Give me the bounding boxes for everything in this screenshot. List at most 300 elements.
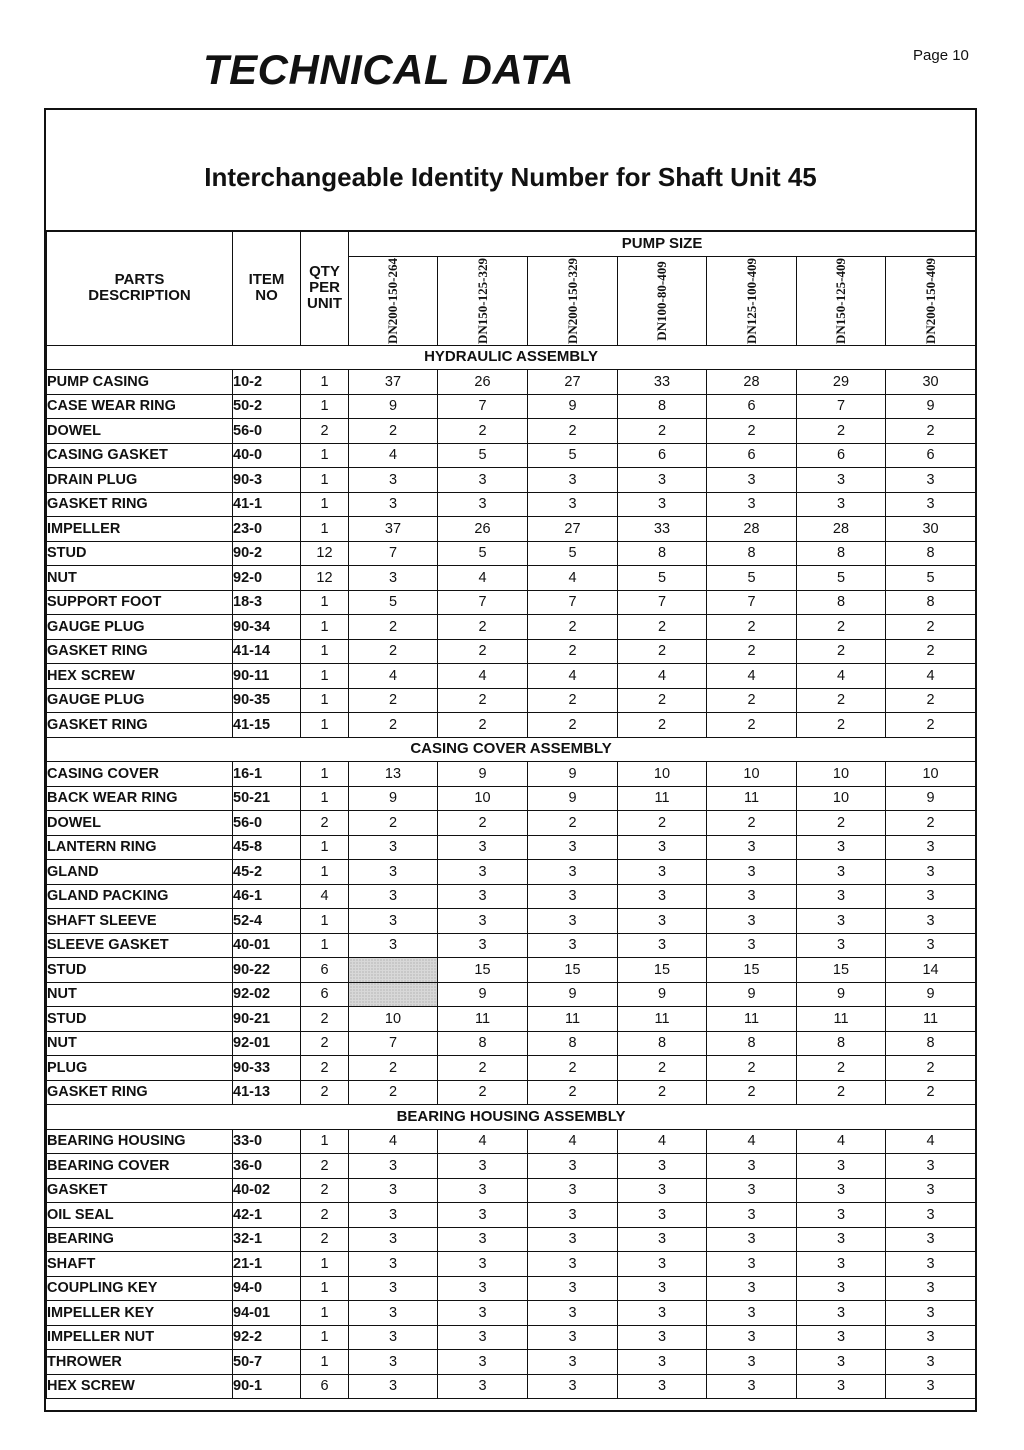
part-description-cell: GLAND PACKING (47, 884, 233, 909)
identity-number-cell: 3 (438, 1276, 528, 1301)
identity-number-cell: 4 (528, 664, 618, 689)
identity-number-cell: 4 (438, 566, 528, 591)
item-no-cell: 92-02 (233, 982, 301, 1007)
identity-number-cell: 2 (707, 1056, 797, 1081)
identity-number-cell: 8 (797, 541, 886, 566)
identity-number-cell: 2 (528, 1056, 618, 1081)
identity-number-cell: 3 (886, 1178, 976, 1203)
identity-number-cell: 3 (528, 1301, 618, 1326)
table-row (47, 1374, 976, 1399)
identity-number-cell: 3 (528, 1252, 618, 1277)
table-subtitle: Interchangeable Identity Number for Shaft Unit 45 (204, 162, 817, 192)
pump-size-label: DN200-150-409 (922, 257, 938, 344)
qty-cell: 1 (301, 492, 349, 517)
qty-cell: 1 (301, 1276, 349, 1301)
qty-cell: 1 (301, 639, 349, 664)
identity-number-cell: 2 (618, 688, 707, 713)
qty-cell: 1 (301, 1129, 349, 1154)
table-row (47, 1325, 976, 1350)
table-row (47, 909, 976, 934)
table-row (47, 566, 976, 591)
table-row (47, 1129, 976, 1154)
page-number: Page 10 (913, 47, 969, 64)
identity-number-cell: 3 (797, 1227, 886, 1252)
identity-number-cell: 3 (707, 1374, 797, 1399)
item-no-cell: 18-3 (233, 590, 301, 615)
identity-number-cell: 3 (707, 1203, 797, 1228)
qty-cell: 2 (301, 1031, 349, 1056)
qty-cell: 1 (301, 615, 349, 640)
item-no-cell: 32-1 (233, 1227, 301, 1252)
part-description-cell: BACK WEAR RING (47, 786, 233, 811)
item-no-cell: 90-1 (233, 1374, 301, 1399)
identity-number-cell: 8 (438, 1031, 528, 1056)
item-no-cell: 56-0 (233, 419, 301, 444)
identity-number-cell: 3 (438, 1350, 528, 1375)
table-row (47, 1056, 976, 1081)
identity-number-cell: 3 (438, 1178, 528, 1203)
identity-number-cell: 3 (349, 884, 438, 909)
identity-number-cell: 9 (618, 982, 707, 1007)
identity-number-cell: 2 (797, 1080, 886, 1105)
identity-number-cell: 7 (438, 590, 528, 615)
identity-number-cell: 8 (886, 590, 976, 615)
identity-number-cell: 3 (528, 468, 618, 493)
identity-number-cell: 2 (438, 615, 528, 640)
part-description-cell: SUPPORT FOOT (47, 590, 233, 615)
qty-cell: 1 (301, 590, 349, 615)
identity-number-cell: 9 (886, 786, 976, 811)
identity-number-cell: 4 (618, 664, 707, 689)
part-description-cell: IMPELLER NUT (47, 1325, 233, 1350)
identity-number-cell: 10 (618, 762, 707, 787)
item-no-cell: 45-8 (233, 835, 301, 860)
section-title: CASING COVER ASSEMBLY (47, 737, 976, 762)
identity-number-cell: 15 (707, 958, 797, 983)
pump-size-column-header (797, 256, 886, 345)
identity-number-cell: 2 (618, 811, 707, 836)
identity-number-cell: 2 (528, 688, 618, 713)
identity-number-cell: 7 (528, 590, 618, 615)
pump-size-column-header (349, 256, 438, 345)
qty-cell: 1 (301, 933, 349, 958)
identity-number-cell: 2 (707, 1080, 797, 1105)
identity-number-cell: 7 (618, 590, 707, 615)
identity-number-cell: 6 (707, 443, 797, 468)
table-row (47, 1154, 976, 1179)
table-row (47, 762, 976, 787)
part-description-cell: STUD (47, 541, 233, 566)
identity-number-cell: 2 (707, 713, 797, 738)
table-row (47, 394, 976, 419)
identity-number-cell: 28 (707, 370, 797, 395)
identity-number-cell: 3 (438, 1203, 528, 1228)
identity-number-cell: 3 (707, 1154, 797, 1179)
identity-number-cell: 11 (618, 786, 707, 811)
identity-number-cell: 3 (886, 1252, 976, 1277)
identity-number-cell: 3 (797, 1276, 886, 1301)
table-row (47, 1227, 976, 1252)
identity-number-cell: 3 (797, 492, 886, 517)
identity-number-cell: 8 (886, 541, 976, 566)
identity-number-cell: 2 (438, 713, 528, 738)
identity-number-cell: 3 (349, 1252, 438, 1277)
identity-number-cell: 3 (528, 1276, 618, 1301)
identity-number-cell: 37 (349, 370, 438, 395)
identity-number-cell: 3 (797, 909, 886, 934)
qty-cell: 1 (301, 443, 349, 468)
identity-number-cell: 11 (797, 1007, 886, 1032)
identity-number-cell: 2 (349, 688, 438, 713)
identity-number-cell: 29 (797, 370, 886, 395)
identity-number-cell: 6 (707, 394, 797, 419)
identity-number-cell: 3 (349, 1374, 438, 1399)
identity-number-cell: 3 (349, 1227, 438, 1252)
qty-cell: 2 (301, 1154, 349, 1179)
table-row (47, 639, 976, 664)
qty-cell: 1 (301, 688, 349, 713)
identity-number-cell: 3 (528, 860, 618, 885)
identity-number-cell: 10 (886, 762, 976, 787)
identity-number-cell: 3 (349, 492, 438, 517)
qty-cell: 12 (301, 541, 349, 566)
pump-size-column-header (707, 256, 797, 345)
identity-number-cell: 15 (438, 958, 528, 983)
identity-number-cell: 10 (438, 786, 528, 811)
qty-cell: 2 (301, 811, 349, 836)
identity-number-cell: 3 (438, 884, 528, 909)
identity-number-cell: 3 (797, 1178, 886, 1203)
identity-number-cell: 2 (707, 615, 797, 640)
qty-cell: 1 (301, 1325, 349, 1350)
identity-number-cell: 3 (886, 909, 976, 934)
identity-number-cell: 2 (438, 811, 528, 836)
identity-number-cell: 3 (528, 1154, 618, 1179)
part-description-cell: GAUGE PLUG (47, 688, 233, 713)
identity-number-cell: 8 (528, 1031, 618, 1056)
shaded-empty-cell (349, 982, 438, 1007)
identity-number-cell: 2 (528, 419, 618, 444)
table-row (47, 1252, 976, 1277)
table-row (47, 982, 976, 1007)
qty-cell: 2 (301, 1227, 349, 1252)
identity-number-cell: 3 (349, 1325, 438, 1350)
identity-number-cell: 3 (618, 1301, 707, 1326)
section-header-row (47, 345, 976, 370)
identity-number-cell: 37 (349, 517, 438, 542)
part-description-cell: HEX SCREW (47, 1374, 233, 1399)
identity-number-cell: 7 (707, 590, 797, 615)
identity-number-cell: 3 (349, 1350, 438, 1375)
item-no-cell: 10-2 (233, 370, 301, 395)
item-no-cell: 40-01 (233, 933, 301, 958)
table-row (47, 517, 976, 542)
identity-number-cell: 3 (618, 468, 707, 493)
item-no-cell: 16-1 (233, 762, 301, 787)
qty-cell: 1 (301, 713, 349, 738)
identity-number-cell: 4 (349, 664, 438, 689)
identity-number-cell: 3 (528, 492, 618, 517)
part-description-cell: SLEEVE GASKET (47, 933, 233, 958)
identity-number-cell: 4 (707, 664, 797, 689)
item-no-header: ITEM NO (233, 231, 301, 345)
identity-number-cell: 2 (438, 1056, 528, 1081)
item-no-cell: 94-0 (233, 1276, 301, 1301)
identity-number-cell: 3 (528, 1350, 618, 1375)
identity-number-cell: 9 (528, 394, 618, 419)
identity-number-cell: 3 (797, 860, 886, 885)
identity-number-cell: 3 (349, 1203, 438, 1228)
identity-number-cell: 3 (886, 1325, 976, 1350)
identity-number-cell: 3 (438, 1325, 528, 1350)
table-row (47, 1178, 976, 1203)
table-row (47, 1276, 976, 1301)
identity-number-cell: 2 (528, 1080, 618, 1105)
identity-number-cell: 3 (528, 909, 618, 934)
part-description-cell: GASKET (47, 1178, 233, 1203)
identity-number-cell: 6 (618, 443, 707, 468)
qty-cell: 1 (301, 370, 349, 395)
table-row (47, 370, 976, 395)
identity-number-cell: 3 (349, 1301, 438, 1326)
identity-number-cell: 3 (528, 1374, 618, 1399)
identity-number-cell: 3 (349, 835, 438, 860)
identity-number-cell: 2 (438, 419, 528, 444)
table-row (47, 590, 976, 615)
qty-cell: 1 (301, 517, 349, 542)
identity-number-cell: 2 (797, 639, 886, 664)
table-row (47, 811, 976, 836)
qty-cell: 1 (301, 835, 349, 860)
item-no-cell: 92-0 (233, 566, 301, 591)
pump-size-label: DN150-125-409 (833, 257, 848, 344)
identity-number-cell: 3 (438, 835, 528, 860)
identity-number-cell: 27 (528, 517, 618, 542)
identity-number-cell: 3 (618, 1374, 707, 1399)
table-row (47, 443, 976, 468)
identity-number-cell: 4 (618, 1129, 707, 1154)
part-description-cell: OIL SEAL (47, 1203, 233, 1228)
table-row (47, 1007, 976, 1032)
identity-number-cell: 3 (438, 1301, 528, 1326)
table-row (47, 933, 976, 958)
table-row (47, 615, 976, 640)
item-no-cell: 41-1 (233, 492, 301, 517)
identity-number-cell: 4 (349, 443, 438, 468)
identity-number-cell: 8 (618, 1031, 707, 1056)
identity-number-cell: 27 (528, 370, 618, 395)
identity-number-cell: 4 (707, 1129, 797, 1154)
identity-number-cell: 11 (886, 1007, 976, 1032)
item-no-cell: 21-1 (233, 1252, 301, 1277)
identity-number-cell: 5 (797, 566, 886, 591)
identity-number-cell: 2 (886, 1056, 976, 1081)
identity-number-cell: 4 (528, 566, 618, 591)
qty-cell: 6 (301, 982, 349, 1007)
identity-number-cell: 10 (797, 786, 886, 811)
identity-number-cell: 4 (797, 664, 886, 689)
identity-number-cell: 3 (618, 492, 707, 517)
identity-number-cell: 2 (618, 1056, 707, 1081)
item-no-cell: 90-3 (233, 468, 301, 493)
item-no-cell: 90-22 (233, 958, 301, 983)
table-row (47, 664, 976, 689)
identity-number-cell: 5 (886, 566, 976, 591)
identity-number-cell: 3 (707, 1227, 797, 1252)
identity-number-cell: 3 (707, 492, 797, 517)
identity-number-cell: 3 (349, 933, 438, 958)
part-description-cell: GLAND (47, 860, 233, 885)
identity-number-cell: 9 (886, 394, 976, 419)
identity-number-cell: 2 (618, 639, 707, 664)
identity-number-cell: 3 (349, 1276, 438, 1301)
pump-size-label: DN125-100-409 (743, 257, 759, 344)
identity-number-cell: 3 (707, 1350, 797, 1375)
identity-number-cell: 3 (797, 1374, 886, 1399)
identity-number-cell: 3 (797, 835, 886, 860)
identity-number-cell: 10 (797, 762, 886, 787)
identity-number-cell: 4 (438, 664, 528, 689)
identity-number-cell: 30 (886, 370, 976, 395)
identity-number-cell: 9 (707, 982, 797, 1007)
item-no-cell: 92-01 (233, 1031, 301, 1056)
identity-number-cell: 8 (797, 590, 886, 615)
identity-number-cell: 3 (618, 1350, 707, 1375)
qty-cell: 6 (301, 958, 349, 983)
identity-number-cell: 3 (886, 933, 976, 958)
parts-table (46, 230, 976, 1399)
item-no-cell: 92-2 (233, 1325, 301, 1350)
item-no-cell: 33-0 (233, 1129, 301, 1154)
item-no-cell: 90-34 (233, 615, 301, 640)
identity-number-cell: 3 (528, 1178, 618, 1203)
technical-data-frame (44, 108, 977, 1412)
item-no-cell: 40-02 (233, 1178, 301, 1203)
identity-number-cell: 8 (707, 541, 797, 566)
identity-number-cell: 3 (528, 1227, 618, 1252)
page-title: TECHNICAL DATA (203, 46, 574, 93)
identity-number-cell: 9 (349, 394, 438, 419)
part-description-cell: STUD (47, 958, 233, 983)
qty-cell: 1 (301, 1350, 349, 1375)
identity-number-cell: 3 (886, 1154, 976, 1179)
identity-number-cell: 3 (438, 860, 528, 885)
part-description-cell: PUMP CASING (47, 370, 233, 395)
identity-number-cell: 3 (618, 860, 707, 885)
table-row (47, 884, 976, 909)
identity-number-cell: 3 (707, 1325, 797, 1350)
identity-number-cell: 14 (886, 958, 976, 983)
identity-number-cell: 33 (618, 517, 707, 542)
part-description-cell: NUT (47, 566, 233, 591)
identity-number-cell: 6 (797, 443, 886, 468)
table-row (47, 958, 976, 983)
identity-number-cell: 3 (438, 1252, 528, 1277)
identity-number-cell: 2 (797, 419, 886, 444)
item-no-cell: 52-4 (233, 909, 301, 934)
identity-number-cell: 2 (886, 419, 976, 444)
qty-cell: 2 (301, 1007, 349, 1032)
identity-number-cell: 2 (349, 713, 438, 738)
identity-number-cell: 2 (886, 713, 976, 738)
table-row (47, 1350, 976, 1375)
part-description-cell: BEARING COVER (47, 1154, 233, 1179)
identity-number-cell: 3 (618, 1154, 707, 1179)
identity-number-cell: 2 (438, 639, 528, 664)
shaded-empty-cell (349, 958, 438, 983)
pump-size-column-header (528, 256, 618, 345)
pump-size-label: DN200-150-264 (385, 257, 400, 344)
identity-number-cell: 2 (797, 1056, 886, 1081)
part-description-cell: DOWEL (47, 811, 233, 836)
identity-number-cell: 2 (797, 615, 886, 640)
item-no-cell: 90-2 (233, 541, 301, 566)
part-description-cell: SHAFT (47, 1252, 233, 1277)
identity-number-cell: 3 (618, 1252, 707, 1277)
identity-number-cell: 33 (618, 370, 707, 395)
identity-number-cell: 3 (618, 835, 707, 860)
section-title: BEARING HOUSING ASSEMBLY (47, 1105, 976, 1130)
qty-cell: 1 (301, 909, 349, 934)
identity-number-cell: 3 (797, 1203, 886, 1228)
identity-number-cell: 15 (528, 958, 618, 983)
part-description-cell: DRAIN PLUG (47, 468, 233, 493)
pump-size-column-header (438, 256, 528, 345)
identity-number-cell: 3 (349, 909, 438, 934)
identity-number-cell: 2 (886, 688, 976, 713)
qty-cell: 2 (301, 1056, 349, 1081)
table-row (47, 1031, 976, 1056)
identity-number-cell: 4 (438, 1129, 528, 1154)
identity-number-cell: 3 (886, 835, 976, 860)
identity-number-cell: 8 (707, 1031, 797, 1056)
identity-number-cell: 3 (797, 1252, 886, 1277)
identity-number-cell: 2 (618, 1080, 707, 1105)
part-description-cell: CASING COVER (47, 762, 233, 787)
identity-number-cell: 3 (349, 566, 438, 591)
identity-number-cell: 9 (528, 762, 618, 787)
table-row (47, 860, 976, 885)
part-description-cell: NUT (47, 982, 233, 1007)
part-description-cell: GASKET RING (47, 639, 233, 664)
part-description-cell: CASING GASKET (47, 443, 233, 468)
identity-number-cell: 2 (528, 615, 618, 640)
identity-number-cell: 3 (618, 1203, 707, 1228)
identity-number-cell: 3 (438, 1227, 528, 1252)
part-description-cell: IMPELLER KEY (47, 1301, 233, 1326)
pump-size-column-header (618, 256, 707, 345)
identity-number-cell: 15 (797, 958, 886, 983)
identity-number-cell: 8 (618, 541, 707, 566)
identity-number-cell: 2 (438, 688, 528, 713)
section-header-row (47, 737, 976, 762)
part-description-cell: PLUG (47, 1056, 233, 1081)
identity-number-cell: 5 (528, 541, 618, 566)
identity-number-cell: 2 (707, 639, 797, 664)
part-description-cell: LANTERN RING (47, 835, 233, 860)
identity-number-cell: 3 (797, 1154, 886, 1179)
part-description-cell: GASKET RING (47, 492, 233, 517)
identity-number-cell: 9 (528, 786, 618, 811)
pump-size-label: DN150-125-329 (474, 257, 490, 344)
table-row (47, 468, 976, 493)
identity-number-cell: 11 (707, 1007, 797, 1032)
identity-number-cell: 9 (797, 982, 886, 1007)
identity-number-cell: 3 (886, 860, 976, 885)
identity-number-cell: 5 (349, 590, 438, 615)
item-no-cell: 90-21 (233, 1007, 301, 1032)
item-no-cell: 40-0 (233, 443, 301, 468)
